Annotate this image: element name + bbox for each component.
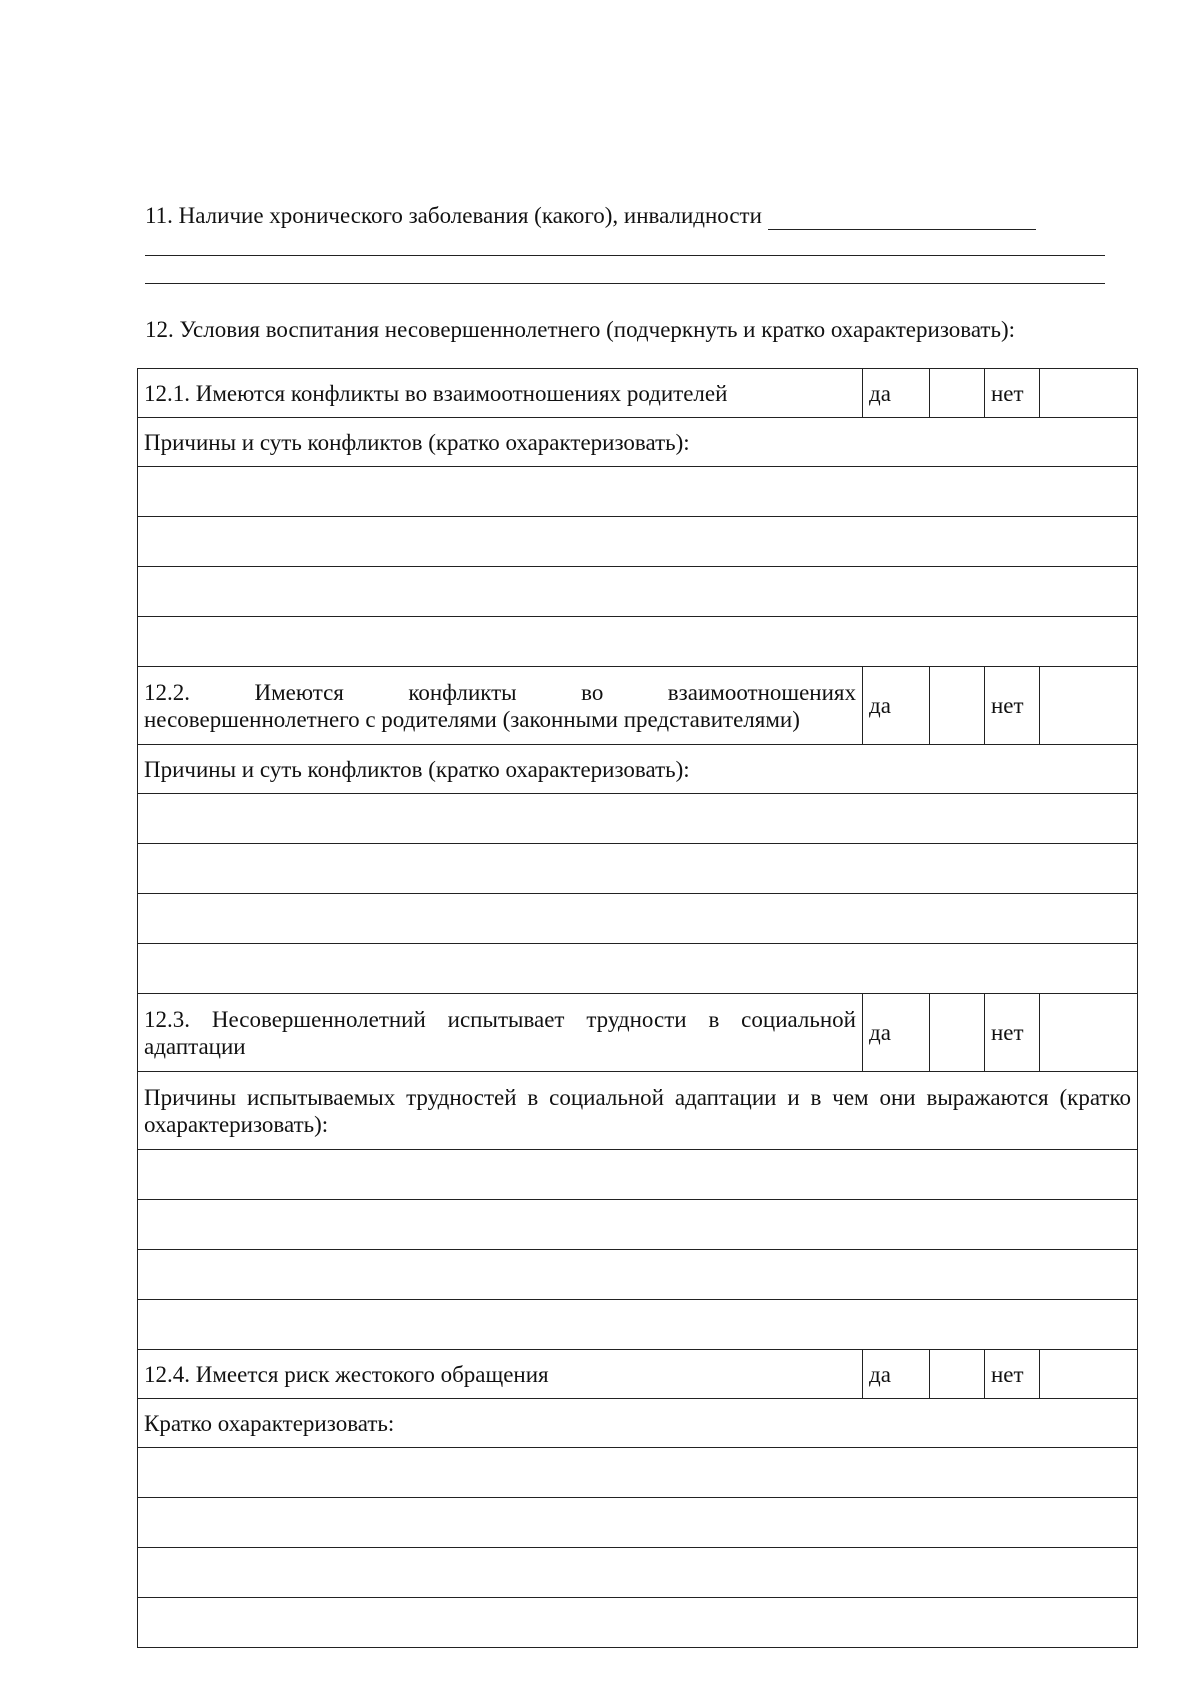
answer-row <box>138 567 1138 617</box>
label-12-4: Кратко охарактеризовать: <box>138 1399 1138 1448</box>
answer-line-12-2-a[interactable] <box>138 794 1138 844</box>
checkbox-no-12-4[interactable] <box>1040 1350 1138 1399</box>
option-yes-12-3: да <box>863 994 930 1072</box>
answer-line-12-4-d[interactable] <box>138 1598 1138 1648</box>
item-11-fill-line-2[interactable] <box>145 283 1105 284</box>
item-12-title: 12. Условия воспитания несовершеннолетнего (подчеркнуть и кратко охарактеризовать): <box>145 317 1016 342</box>
checkbox-no-12-1[interactable] <box>1040 369 1138 418</box>
answer-row <box>138 517 1138 567</box>
option-no-12-3: нет <box>985 994 1040 1072</box>
answer-line-12-1-b[interactable] <box>138 517 1138 567</box>
question-12-2-line-2: несовершеннолетнего с родителями (законными представителями) <box>144 706 800 732</box>
item-11-inline-fill-line[interactable] <box>768 207 1036 230</box>
checkbox-yes-12-2[interactable] <box>930 667 985 745</box>
answer-row <box>138 1448 1138 1498</box>
answer-line-12-3-d[interactable] <box>138 1300 1138 1350</box>
answer-line-12-2-d[interactable] <box>138 944 1138 994</box>
label-row-12-1 <box>138 418 1138 467</box>
conditions-table <box>137 368 1138 1648</box>
answer-row <box>138 944 1138 994</box>
label-row-12-3 <box>138 1072 1138 1150</box>
option-yes-12-4: да <box>863 1350 930 1399</box>
option-yes-12-1: да <box>863 369 930 418</box>
answer-row <box>138 1250 1138 1300</box>
question-12-4: 12.4. Имеется риск жестокого обращения <box>138 1350 863 1399</box>
question-row-12-3 <box>138 994 1138 1072</box>
answer-row <box>138 794 1138 844</box>
option-no-12-4: нет <box>985 1350 1040 1399</box>
answer-row <box>138 894 1138 944</box>
answer-line-12-4-b[interactable] <box>138 1498 1138 1548</box>
question-12-2-line-1: 12.2. Имеются конфликты во взаимоотношениях <box>144 679 856 705</box>
answer-line-12-4-c[interactable] <box>138 1548 1138 1598</box>
answer-row <box>138 1200 1138 1250</box>
label-row-12-4 <box>138 1399 1138 1448</box>
answer-line-12-1-c[interactable] <box>138 567 1138 617</box>
checkbox-no-12-2[interactable] <box>1040 667 1138 745</box>
answer-row <box>138 1548 1138 1598</box>
answer-line-12-1-a[interactable] <box>138 467 1138 517</box>
answer-row <box>138 1300 1138 1350</box>
question-row-12-2 <box>138 667 1138 745</box>
answer-line-12-1-d[interactable] <box>138 617 1138 667</box>
question-12-1: 12.1. Имеются конфликты во взаимоотношениях родителей <box>138 369 863 418</box>
answer-line-12-3-c[interactable] <box>138 1250 1138 1300</box>
question-12-2 <box>138 667 863 745</box>
item-11 <box>145 202 1105 230</box>
answer-row <box>138 844 1138 894</box>
checkbox-yes-12-3[interactable] <box>930 994 985 1072</box>
answer-row <box>138 1498 1138 1548</box>
answer-row <box>138 617 1138 667</box>
question-row-12-4 <box>138 1350 1138 1399</box>
answer-row <box>138 1150 1138 1200</box>
checkbox-yes-12-4[interactable] <box>930 1350 985 1399</box>
answer-row <box>138 1598 1138 1648</box>
answer-row <box>138 467 1138 517</box>
option-no-12-2: нет <box>985 667 1040 745</box>
label-row-12-2 <box>138 745 1138 794</box>
checkbox-no-12-3[interactable] <box>1040 994 1138 1072</box>
label-12-1: Причины и суть конфликтов (кратко охарактеризовать): <box>138 418 1138 467</box>
answer-line-12-3-b[interactable] <box>138 1200 1138 1250</box>
item-11-text: 11. Наличие хронического заболевания (какого), инвалидности <box>145 203 762 228</box>
option-no-12-1: нет <box>985 369 1040 418</box>
item-11-fill-line-1[interactable] <box>145 255 1105 256</box>
checkbox-yes-12-1[interactable] <box>930 369 985 418</box>
question-12-3: 12.3. Несовершеннолетний испытывает трудности в социальной адаптации <box>138 994 863 1072</box>
label-12-2: Причины и суть конфликтов (кратко охарактеризовать): <box>138 745 1138 794</box>
answer-line-12-2-b[interactable] <box>138 844 1138 894</box>
option-yes-12-2: да <box>863 667 930 745</box>
label-12-3: Причины испытываемых трудностей в социальной адаптации и в чем они выражаются (кратко охарактеризовать): <box>138 1072 1138 1150</box>
answer-line-12-2-c[interactable] <box>138 894 1138 944</box>
answer-line-12-4-a[interactable] <box>138 1448 1138 1498</box>
question-row-12-1 <box>138 369 1138 418</box>
answer-line-12-3-a[interactable] <box>138 1150 1138 1200</box>
